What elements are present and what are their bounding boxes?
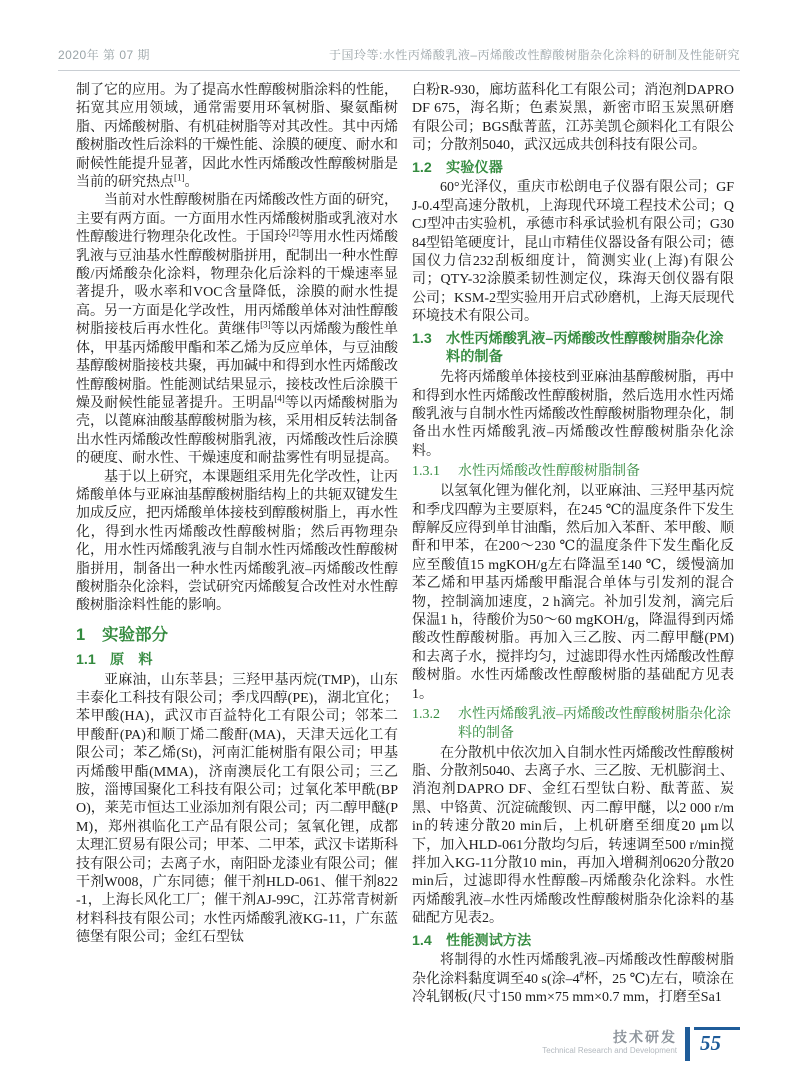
paragraph-text: 。 bbox=[184, 175, 199, 191]
issue-label: 2020年 第 07 期 bbox=[58, 48, 151, 62]
section-heading-1-3-2 bbox=[412, 706, 734, 744]
page-number-box bbox=[685, 1027, 740, 1061]
section-number: 1.3.1 bbox=[412, 464, 440, 480]
column-right bbox=[412, 82, 734, 1008]
paragraph: 以氢氧化锂为催化剂，以亚麻油、三羟甲基丙烷和季戊四醇为主要原料，在245 ℃的温度条件下发生醇解反应得到单甘油酯，然后加入苯酐、苯甲酸、顺酐和甲苯，在200～230 ℃的温度条件下发生酯化反应至酸值15 mgKOH/g左右降温至140 ℃，缓慢滴加苯乙烯和甲基丙烯酸甲酯混合单体与引发剂的混合物，控制滴加速度，2 h滴完。补加引发剂，滴完后保温1 h，待酸价为50～60 mgKOH/g，降温得到丙烯酸改性醇酸树脂。再加入三乙胺、丙二醇甲醚(PM)和去离子水，搅拌均匀，过滤即得水性丙烯酸改性醇酸树脂。水性丙烯酸改性醇酸树脂的基础配方见表1。 bbox=[412, 484, 734, 702]
paragraph-text: 等以丙烯酸树脂为壳，以蓖麻油酸基醇酸树脂为核，采用相反转法制备出水性丙烯酸改性醇酸树脂乳液，丙烯酸改性后涂膜的硬度、耐水性、干燥速度和耐盐雾性有明显提高。 bbox=[76, 395, 399, 467]
paragraph-text: 等以丙烯酸为酸性单体，甲基丙烯酸甲酯和苯乙烯为反应单体，与豆油酸基醇酸树脂接枝共聚，再加碱中和得到水性丙烯酸改性醇酸树脂。性能测试结果显示，接枝改性后涂膜干燥及耐候性能显著提升。王明晶 bbox=[76, 322, 399, 411]
citation-ref: [2] bbox=[288, 227, 299, 238]
page-number-wrap bbox=[694, 1027, 740, 1055]
page-number: 55 bbox=[700, 1031, 721, 1055]
paragraph-text: 制了它的应用。为了提高水性醇酸树脂涂料的性能，拓宽其应用领域，通常需要用环氧树脂、聚氨酯树脂、丙烯酸树脂、有机硅树脂等对其改性。其中丙烯酸树脂改性后涂料的干燥性能、涂膜的硬度、耐水和耐候性能提升显著，因此水性丙烯酸改性醇酸树脂是当前的研究热点 bbox=[76, 83, 398, 191]
section-number: 1.3.2 bbox=[412, 706, 440, 722]
section-title: 水性丙烯酸乳液–丙烯酸改性醇酸树脂杂化涂料的制备 bbox=[458, 706, 731, 741]
footer-section-labels bbox=[542, 1027, 677, 1056]
page-number-bar bbox=[685, 1027, 690, 1061]
paragraph-text: 将制得的水性丙烯酸乳液–丙烯酸改性醇酸树脂杂化涂料黏度调至40 s(涂–4 bbox=[412, 953, 734, 987]
page-number-topline bbox=[694, 1027, 740, 1030]
section-heading-1-1 bbox=[76, 651, 398, 670]
section-number: 1.2 bbox=[412, 159, 432, 176]
section-title: 水性丙烯酸乳液–丙烯酸改性醇酸树脂杂化涂料的制备 bbox=[446, 330, 724, 366]
section-title: 实验部分 bbox=[102, 625, 168, 644]
section-heading-1-3 bbox=[412, 330, 734, 368]
section-number: 1.1 bbox=[76, 651, 96, 668]
section-heading-1 bbox=[76, 625, 398, 645]
section-title: 原 料 bbox=[110, 651, 153, 668]
paragraph: 基于以上研究，本课题组采用先化学改性，让丙烯酸单体与亚麻油基醇酸树脂结构上的共轭双键发生加成反应，把丙烯酸单体接枝到醇酸树脂上，再水性化，得到水性丙烯酸改性醇酸树脂；然后再物理杂化，用水性丙烯酸乳液与自制水性丙烯酸改性醇酸树脂拼用，制备出一种水性丙烯酸乳液–丙烯酸改性醇酸树脂杂化涂料，尝试研究丙烯酸复合改性对水性醇酸树脂涂料性能的影响。 bbox=[76, 469, 398, 614]
paragraph-text: 当前对水性醇酸树脂在丙烯酸改性方面的研究，主要有两方面。一方面用水性丙烯酸树脂或乳液对水性醇酸进行物理杂化改性。于国玲 bbox=[76, 193, 398, 246]
citation-ref: [3] bbox=[260, 319, 271, 330]
paragraph bbox=[76, 82, 398, 192]
superscript-hash: # bbox=[579, 969, 585, 980]
paragraph: 先将丙烯酸单体接枝到亚麻油基醇酸树脂，再中和得到水性丙烯酸改性醇酸树脂，然后选用水性丙烯酸乳液与自制水性丙烯酸改性醇酸树脂物理杂化，制备出水性丙烯酸乳液–丙烯酸改性醇酸树脂杂化涂料。 bbox=[412, 370, 734, 459]
paragraph-text: 杯，25 ℃)左右，喷涂在冷轧钢板(尺寸150 mm×75 mm×0.7 mm，打磨至Sa1 bbox=[412, 971, 734, 1006]
footer-section-cn: 技术研发 bbox=[613, 1029, 677, 1045]
running-title: 于国玲等:水性丙烯酸乳液–丙烯酸改性醇酸树脂杂化涂料的研制及性能研究 bbox=[328, 48, 740, 62]
section-title: 实验仪器 bbox=[446, 159, 503, 176]
citation-ref: [1] bbox=[174, 172, 185, 183]
paragraph: 在分散机中依次加入自制水性丙烯酸改性醇酸树脂、分散剂5040、去离子水、三乙胺、无机膨润土、消泡剂DAPRO DF、金红石型钛白粉、酞菁蓝、炭黑、中铬黄、沉淀硫酸钡、丙二醇甲醚，以2 000 r/min的转速分散20 min后，上机研磨至细度20 μm以下，加入HLD-061分散均匀后，转速调至500 r/min搅拌加入KG-11分散10 min，再加入增稠剂0620分散20 min后，过滤即得水性醇酸–丙烯酸杂化涂料。水性丙烯酸乳液–水性丙烯酸改性醇酸树脂杂化涂料的基础配方见表2。 bbox=[412, 745, 734, 927]
section-heading-1-3-1 bbox=[412, 463, 734, 482]
section-title: 性能测试方法 bbox=[446, 932, 532, 949]
paragraph bbox=[412, 952, 734, 1007]
paragraph: 60°光泽仪，重庆市松朗电子仪器有限公司；GFJ-0.4型高速分散机，上海现代环境工程技术公司；QCJ型冲击实验机，承德市科承试验机有限公司；G3084型铅笔硬度计，昆山市精佳仪器设备有限公司；德国仪力信232刮板细度计，简测实业(上海)有限公司；QTY-32涂膜柔韧性测定仪，珠海天创仪器有限公司；KSM-2型实验用开启式砂磨机，上海天辰现代环境技术有限公司。 bbox=[412, 180, 735, 325]
footer-section-en: Technical Research and Development bbox=[542, 1046, 677, 1055]
section-number: 1.4 bbox=[412, 932, 432, 949]
paragraph bbox=[76, 192, 398, 468]
section-number: 1 bbox=[76, 625, 86, 644]
section-title: 水性丙烯酸改性醇酸树脂制备 bbox=[458, 464, 640, 480]
paragraph: 亚麻油，山东莘县；三羟甲基丙烷(TMP)，山东丰泰化工科技有限公司；季戊四醇(PE)，湖北宜化；苯甲酸(HA)，武汉市百益特化工有限公司；邻苯二甲酸酐(PA)和顺丁烯二酸酐(MA)，天津天远化工有限公司；苯乙烯(St)，河南汇能树脂有限公司；甲基丙烯酸甲酯(MMA)，济南澳辰化工有限公司；三乙胺，淄博国聚化工科技有限公司；过氧化苯甲酰(BPO)，莱芜市恒达工业添加剂有限公司；丙二醇甲醚(PM)，郑州祺临化工产品有限公司；氢氧化锂，成都太理汇贸易有限公司；甲苯、二甲苯，武汉卡诺斯科技有限公司；去离子水，南阳卧龙漆业有限公司；催干剂W008，广东同德；催干剂HLD-061、催干剂822-1，上海长风化工厂；催干剂AJ-99C，江苏常青树新材料科技有限公司；水性丙烯酸乳液KG-11，广东蓝德堡有限公司；金红石型钛 bbox=[76, 672, 398, 946]
paragraph-text: 等用水性丙烯酸乳液与豆油基水性醇酸树脂拼用，配制出一种水性醇酸/丙烯酸杂化涂料，物理杂化后涂料的干燥速率显著提升，吸水率和VOC含量降低，涂膜的耐水性提高。另一方面是化学改性，用丙烯酸单体对油性醇酸树脂接枝后再水性化。黄继伟 bbox=[76, 230, 399, 338]
section-heading-1-4 bbox=[412, 932, 734, 951]
column-left bbox=[76, 82, 398, 948]
paragraph: 白粉R-930，廊坊蓝科化工有限公司；消泡剂DAPRO DF 675，海名斯；色素炭黑，新密市昭玉炭黑研磨有限公司；BGS酞菁蓝，江苏美凯仑颜料化工有限公司；分散剂5040，武汉远成共创科技有限公司。 bbox=[412, 83, 734, 154]
citation-ref: [4] bbox=[274, 393, 285, 404]
section-heading-1-2 bbox=[412, 159, 734, 178]
page-footer bbox=[542, 1027, 740, 1061]
page-header bbox=[58, 46, 740, 71]
section-number: 1.3 bbox=[412, 330, 432, 347]
